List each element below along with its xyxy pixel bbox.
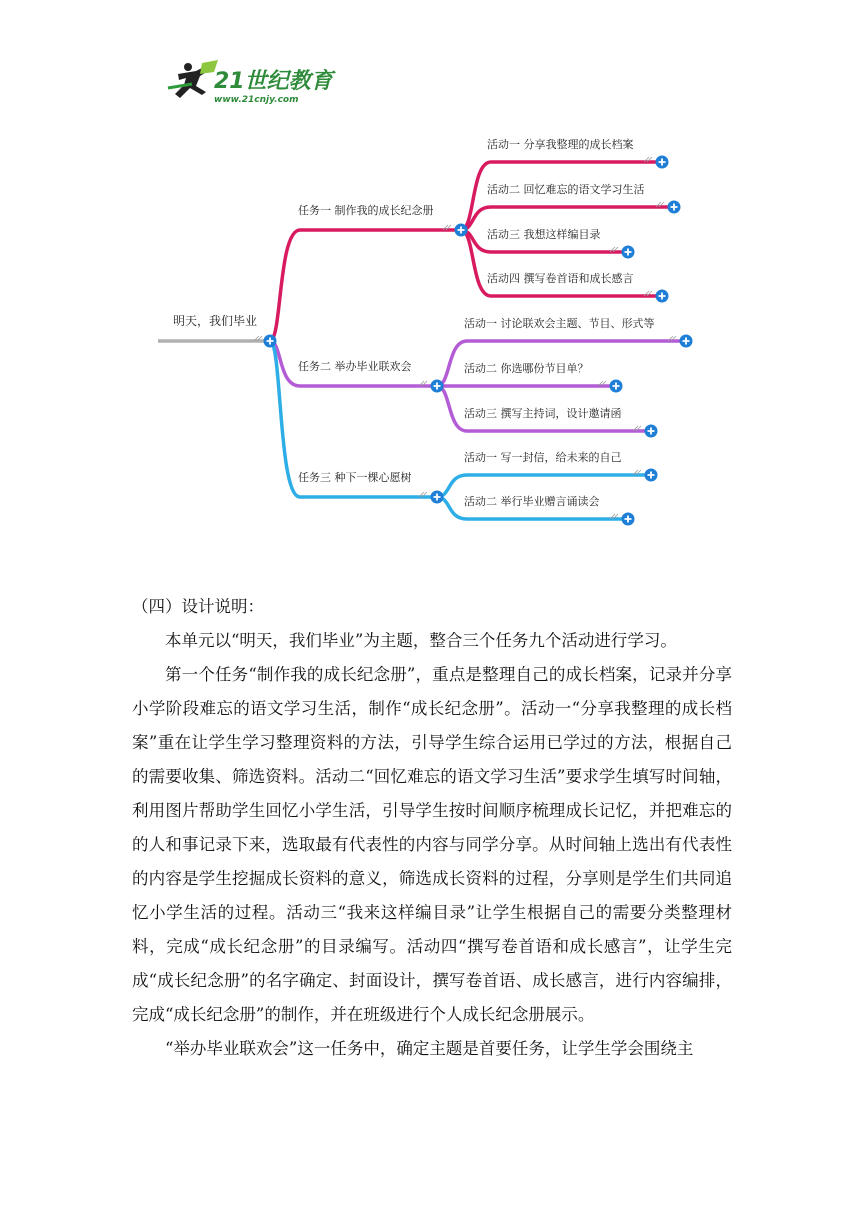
paragraph-2: 第一个任务“制作我的成长纪念册”，重点是整理自己的成长档案，记录并分享小学阶段难忘的语文学习生活，制作“成长纪念册”。活动一“分享我整理的成长档案”重在让学生学习整理资料的方法，引导学生综合运用已学过的方法，根据自己的需要收集、筛选资料。活动二“回忆难忘的语文学习生活”要求学生填写时间轴，利用图片帮助学生回忆小学生活，引导学生按时间顺序梳理成长记忆，并把难忘的的人和事记录下来，选取最有代表性的内容与同学分享。从时间轴上选出有代表性的内容是学生挖掘成长资料的意义，筛选成长资料的过程，分享则是学生们共同追忆小学生活的过程。活动三“我来这样编目录”让学生根据自己的需要分类整理材料，完成“成长纪念册”的目录编写。活动四“撰写卷首语和成长感言”，让学生完成“成长纪念册”的名字确定、封面设计，撰写卷首语、成长感言，进行内容编排，完成“成长纪念册”的制作，并在班级进行个人成长纪念册展示。 bbox=[132, 665, 732, 1024]
task-1-activity-2-connector bbox=[461, 207, 674, 230]
task-3-activity-2-expand-icon[interactable] bbox=[622, 513, 635, 526]
task-1-activity-4-expand-icon[interactable] bbox=[656, 290, 669, 303]
task-3-activity-1-label: 活动一 写一封信，给未来的自己 bbox=[464, 451, 622, 464]
task-1-activity-3-expand-icon[interactable] bbox=[622, 246, 635, 259]
task-1-activity-2-label: 活动二 回忆难忘的语文学习生活 bbox=[487, 183, 645, 196]
task-1-activity-1-expand-icon[interactable] bbox=[656, 156, 669, 169]
task-2-activity-2-label: 活动二 你选哪份节目单？ bbox=[464, 362, 589, 375]
task-3-activity-1-connector bbox=[437, 475, 651, 497]
task-3-expand-icon[interactable] bbox=[431, 491, 444, 504]
task-2-activity-1-label: 活动一 讨论联欢会主题、节目、形式等 bbox=[464, 317, 655, 330]
task-1-expand-icon[interactable] bbox=[455, 224, 468, 237]
task-3-label: 任务三 种下一棵心愿树 bbox=[298, 471, 412, 484]
task-2-activity-2-expand-icon[interactable] bbox=[610, 380, 623, 393]
paragraph-3: “举办毕业联欢会”这一任务中，确定主题是首要任务，让学生学会围绕主 bbox=[165, 1039, 694, 1058]
task-1-activity-4-label: 活动四 撰写卷首语和成长感言 bbox=[487, 272, 634, 285]
logo-brand-text: 21世纪教育 bbox=[214, 69, 333, 94]
root-label: 明天，我们毕业 bbox=[173, 314, 258, 328]
task-3-activity-2-label: 活动二 举行毕业赠言诵读会 bbox=[464, 495, 600, 508]
task-1-connector bbox=[270, 230, 461, 341]
task-1-activity-1-label: 活动一 分享我整理的成长档案 bbox=[487, 138, 634, 151]
task-2-activity-3-label: 活动三 撰写主持词，设计邀请函 bbox=[464, 407, 622, 420]
task-2-label: 任务二 举办毕业联欢会 bbox=[298, 360, 412, 373]
logo-url-text: www.21cnjy.com bbox=[214, 95, 299, 105]
root-expand-icon[interactable] bbox=[264, 335, 277, 348]
task-1-label: 任务一 制作我的成长纪念册 bbox=[298, 204, 434, 217]
task-2-activity-3-expand-icon[interactable] bbox=[645, 425, 658, 438]
document-body bbox=[132, 590, 732, 1066]
task-1-activity-2-expand-icon[interactable] bbox=[668, 201, 681, 214]
paragraph-1: 本单元以“明天，我们毕业”为主题，整合三个任务九个活动进行学习。 bbox=[165, 631, 677, 650]
task-2-expand-icon[interactable] bbox=[431, 380, 444, 393]
task-1-activity-3-label: 活动三 我想这样编目录 bbox=[487, 228, 601, 241]
task-3-activity-1-expand-icon[interactable] bbox=[645, 469, 658, 482]
mind-map bbox=[0, 0, 860, 560]
task-1-activity-1-connector bbox=[461, 162, 662, 230]
section-heading: （四）设计说明： bbox=[132, 597, 264, 616]
task-2-activity-1-expand-icon[interactable] bbox=[680, 335, 693, 348]
